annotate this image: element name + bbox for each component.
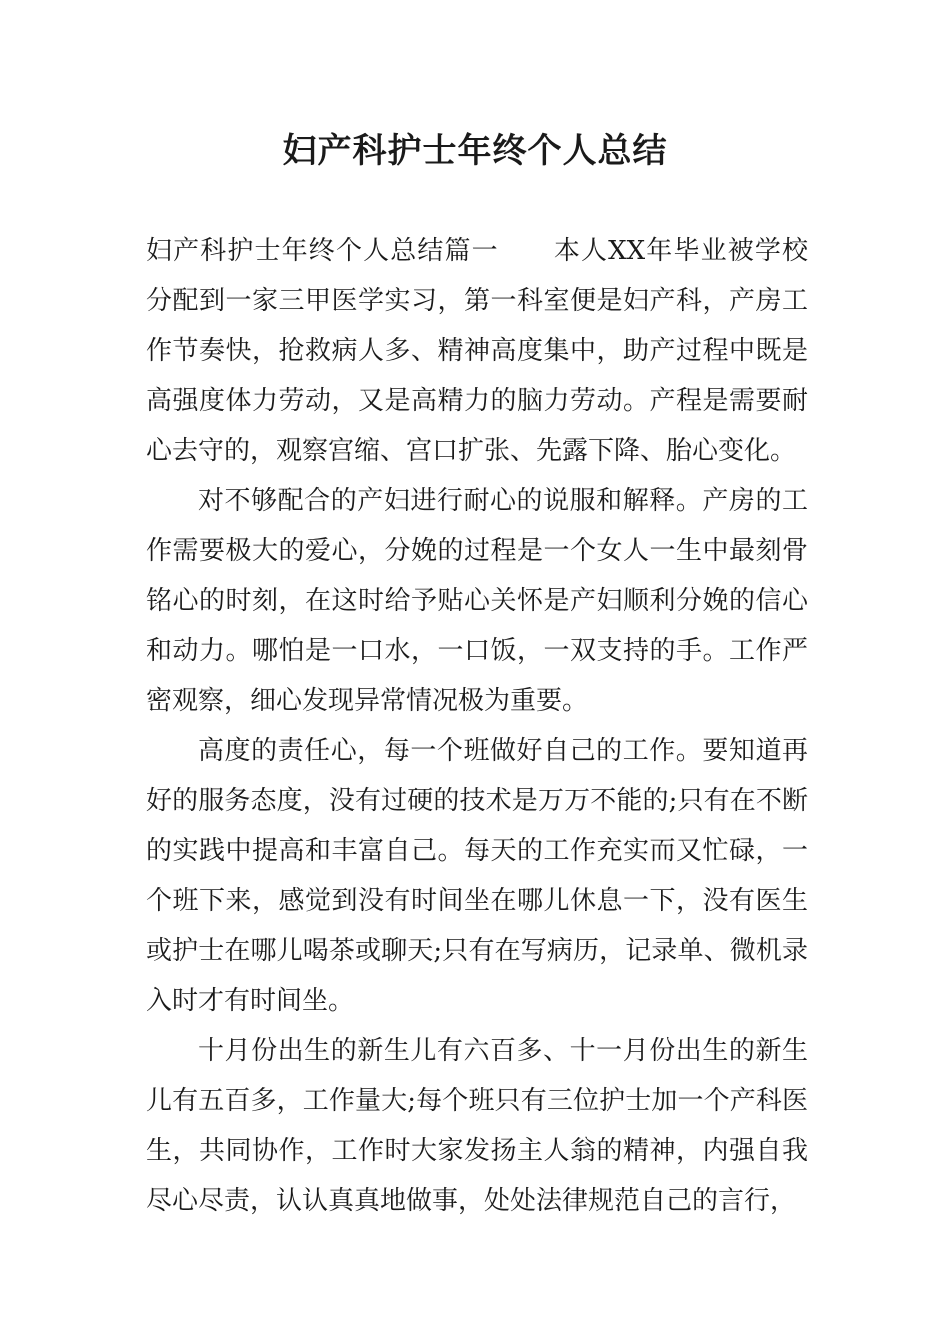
document-title: 妇产科护士年终个人总结 xyxy=(282,131,668,171)
paragraph-2: 对不够配合的产妇进行耐心的说服和解释。产房的工作需要极大的爱心，分娩的过程是一个女人一生中最刻骨铭心的时刻，在这时给予贴心关怀是产妇顺利分娩的信心和动力。哪怕是一口水，一口饭，一双支持的手。工作严密观察，细心发现异常情况极为重要。 xyxy=(146,486,808,716)
paragraph-1-text: 本人XX年毕业被学校分配到一家三甲医学实习，第一科室便是妇产科，产房工作节奏快，抢救病人多、精神高度集中，助产过程中既是高强度体力劳动，又是高精力的脑力劳动。产程是需要耐心去守的，观察宫缩、宫口扩张、先露下降、胎心变化。 xyxy=(146,236,808,466)
paragraph-3: 高度的责任心，每一个班做好自己的工作。要知道再好的服务态度，没有过硬的技术是万万不能的;只有在不断的实践中提高和丰富自己。每天的工作充实而又忙碌，一个班下来，感觉到没有时间坐在哪儿休息一下，没有医生或护士在哪儿喝茶或聊天;只有在写病历，记录单、微机录入时才有时间坐。 xyxy=(146,736,808,1016)
paragraph-1 xyxy=(146,226,808,476)
paragraph-4: 十月份出生的新生儿有六百多、十一月份出生的新生儿有五百多，工作量大;每个班只有三位护士加一个产科医生，共同协作，工作时大家发扬主人翁的精神，内强自我尽心尽责，认认真真地做事，处处法律规范自己的言行， xyxy=(146,1036,808,1216)
section-heading: 妇产科护士年终个人总结篇一 xyxy=(146,236,499,266)
document-body xyxy=(146,226,808,1226)
